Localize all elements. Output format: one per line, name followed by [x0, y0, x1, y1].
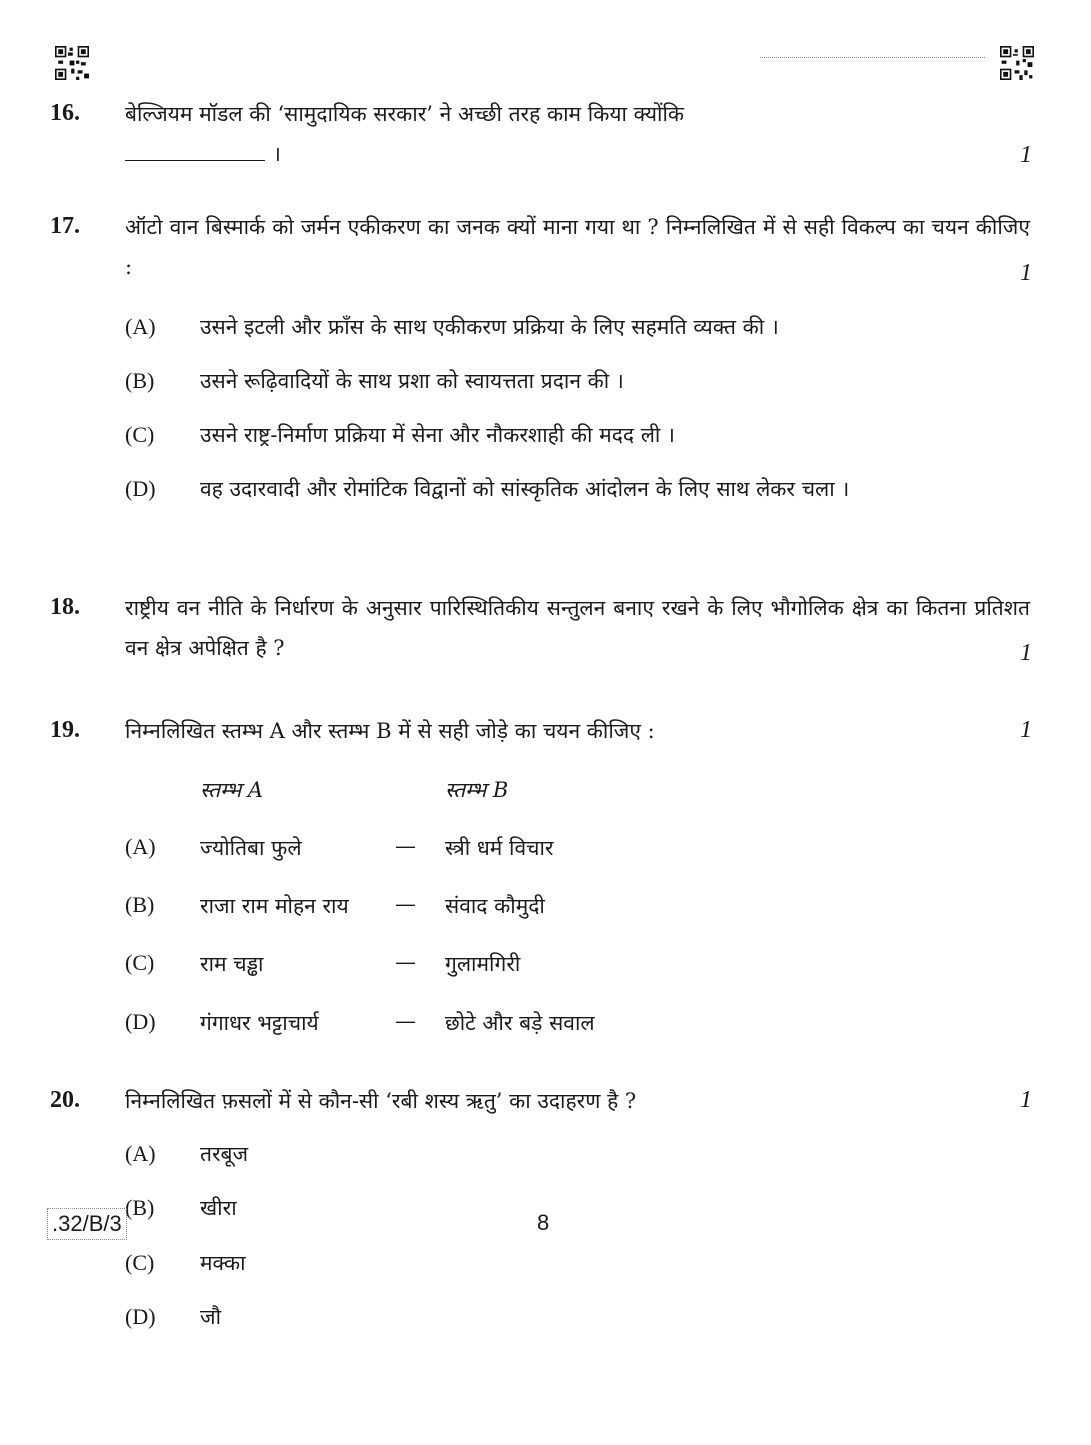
question-text: राष्ट्रीय वन नीति के निर्धारण के अनुसार पारिस्थितिकीय सन्तुलन बनाए रखने के लिए भौगोलिक क्षेत्र का कितना प्रतिशत वन क्षेत्र अपेक्षित है ? [125, 596, 1030, 660]
column-b-item: गुलामगिरी [445, 952, 521, 976]
option-text: खीरा [200, 1196, 237, 1220]
dash: — [395, 1009, 416, 1033]
marks: 1 [1020, 142, 1032, 168]
column-b-item: स्त्री धर्म विचार [445, 836, 554, 860]
question-number: 16. [50, 100, 80, 126]
question-number: 19. [50, 717, 80, 743]
question-text-part: बेल्जियम मॉडल की ‘सामुदायिक सरकार’ ने अच्छी तरह काम किया क्योंकि [125, 102, 685, 126]
option-text: उसने राष्ट्र-निर्माण प्रक्रिया में सेना और नौकरशाही की मदद ली । [200, 423, 676, 447]
dash: — [395, 834, 416, 858]
marks: 1 [1020, 717, 1032, 743]
qr-code-icon [55, 46, 89, 80]
column-b-heading: स्तम्भ B [445, 778, 509, 802]
question-number: 18. [50, 594, 80, 620]
question-text: निम्नलिखित स्तम्भ A और स्तम्भ B में से सही जोड़े का चयन कीजिए : [125, 719, 655, 743]
fill-in-blank [125, 142, 265, 161]
option-label: (A) [125, 834, 156, 859]
column-b-item: छोटे और बड़े सवाल [445, 1011, 595, 1035]
option-text: जौ [200, 1305, 222, 1329]
column-a-heading: स्तम्भ A [200, 778, 264, 802]
option-text: मक्का [200, 1251, 246, 1275]
option-label: (C) [125, 422, 155, 447]
option-label: (C) [125, 950, 155, 975]
question-text: निम्नलिखित फ़सलों में से कौन-सी ‘रबी शस्य ऋतु’ का उदाहरण है ? [125, 1089, 637, 1113]
column-a-item: राजा राम मोहन राय [200, 894, 349, 918]
paper-code: .32/B/3 [47, 1208, 127, 1240]
option-text: वह उदारवादी और रोमांटिक विद्वानों को सांस्कृतिक आंदोलन के लिए साथ लेकर चला । [200, 477, 850, 501]
column-a-item: ज्योतिबा फुले [200, 836, 302, 860]
option-label: (A) [125, 1141, 156, 1166]
page-number: 8 [537, 1210, 550, 1235]
option-label: (D) [125, 1304, 156, 1329]
dash: — [395, 892, 416, 916]
column-b-item: संवाद कौमुदी [445, 894, 545, 918]
option-text: उसने इटली और फ्राँस के साथ एकीकरण प्रक्रिया के लिए सहमति व्यक्त की । [200, 315, 779, 339]
qr-code-icon [1000, 46, 1034, 80]
option-text: तरबूज [200, 1142, 249, 1166]
option-label: (B) [125, 368, 155, 393]
question-text-part: । [273, 142, 281, 166]
option-label: (B) [125, 892, 155, 917]
option-label: (C) [125, 1250, 155, 1275]
column-a-item: गंगाधर भट्टाचार्य [200, 1011, 319, 1035]
marks: 1 [1020, 260, 1032, 286]
option-label: (A) [125, 314, 156, 339]
question-text: ऑटो वान बिस्मार्क को जर्मन एकीकरण का जनक क्यों माना गया था ? निम्नलिखित में से सही विकल्प का चयन कीजिए : [125, 215, 1030, 279]
question-number: 20. [50, 1087, 80, 1113]
option-label: (B) [125, 1195, 155, 1220]
marks: 1 [1020, 640, 1032, 666]
option-label: (D) [125, 1009, 156, 1034]
dash: — [395, 950, 416, 974]
question-text [125, 94, 1030, 174]
microtext-line [760, 57, 985, 60]
option-label: (D) [125, 476, 156, 501]
option-text: उसने रूढ़िवादियों के साथ प्रशा को स्वायत्तता प्रदान की । [200, 369, 624, 393]
marks: 1 [1020, 1087, 1032, 1113]
column-a-item: राम चड्ढा [200, 952, 264, 976]
question-number: 17. [50, 213, 80, 239]
